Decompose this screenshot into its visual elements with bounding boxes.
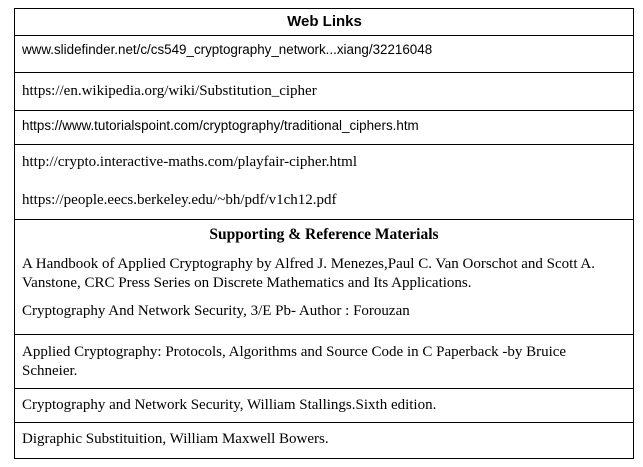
web-links-header-row [15,9,633,35]
link-tutorialspoint[interactable]: https://www.tutorialspoint.com/cryptography/traditional_ciphers.htm [22,118,419,133]
link-row [15,110,633,144]
references-header: Supporting & Reference Materials [209,226,439,243]
references-table [14,8,634,459]
reference-item: Cryptography And Network Security, 3/E Pb- Author : Forouzan [22,303,410,319]
reference-item: Applied Cryptography: Protocols, Algorithms and Source Code in C Paperback -by Bruice Schneier. [22,344,567,379]
reference-item: A Handbook of Applied Cryptography by Alfred J. Menezes,Paul C. Van Oorschot and Scott A. Vanstone, CRC Press Series on Discrete Mathematics and Its Applications. [22,256,595,291]
references-row [15,219,633,334]
link-playfair[interactable]: http://crypto.interactive-maths.com/playfair-cipher.html [22,154,358,170]
link-row [15,72,633,110]
link-slidefinder[interactable]: www.slidefinder.net/c/cs549_cryptography_network...xiang/32216048 [22,42,433,57]
reference-row [15,334,633,388]
link-row [15,144,633,219]
reference-row [15,388,633,422]
reference-item: Digraphic Substituition, William Maxwell Bowers. [22,431,329,447]
reference-item: Cryptography and Network Security, William Stallings.Sixth edition. [22,397,437,413]
link-berkeley-pdf[interactable]: https://people.eecs.berkeley.edu/~bh/pdf/v1ch12.pdf [22,192,337,208]
link-row [15,35,633,72]
link-wikipedia-substitution[interactable]: https://en.wikipedia.org/wiki/Substitution_cipher [22,83,317,99]
reference-row [15,422,633,458]
web-links-header: Web Links [287,13,362,30]
